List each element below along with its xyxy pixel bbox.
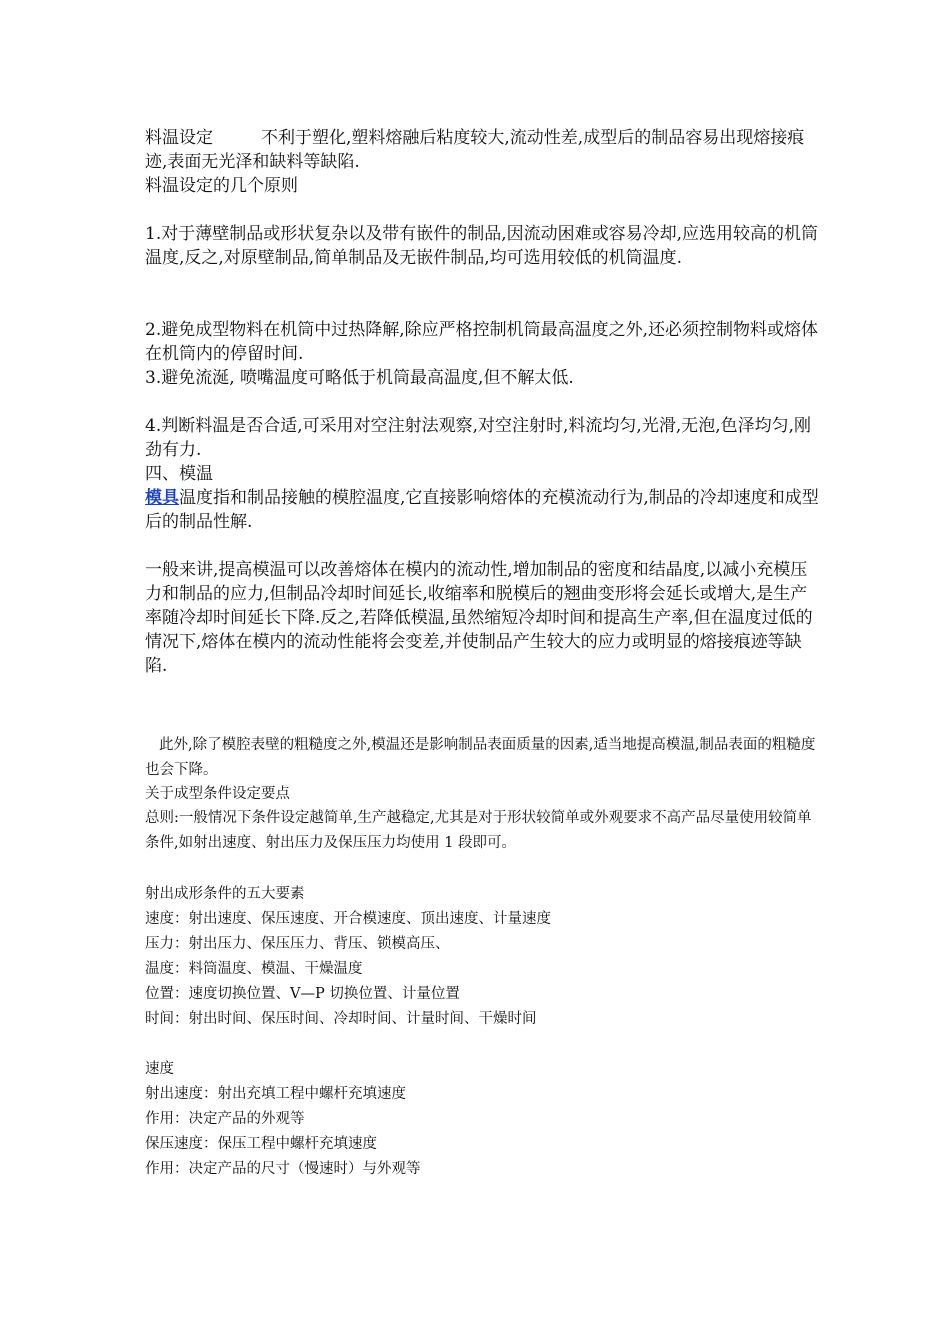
- element-speed: 速度：射出速度、保压速度、开合模速度、顶出速度、计量速度: [145, 911, 551, 927]
- material-temp-label: 料温设定: [145, 128, 213, 148]
- mold-temp-definition-text: 温度指和制品接触的模腔温度,它直接影响熔体的充模流动行为,制品的冷却速度和成型后的制品性解.: [145, 488, 819, 532]
- mold-link[interactable]: 模具: [145, 488, 179, 508]
- key-points-heading: 关于成型条件设定要点: [145, 786, 290, 802]
- principle-3: 3.避免流涎, 喷嘴温度可略低于机筒最高温度,但不解太低.: [145, 368, 574, 388]
- element-temperature: 温度：料筒温度、模温、干燥温度: [145, 961, 363, 977]
- mold-temp-definition: [145, 486, 820, 534]
- principle-2: 2.避免成型物料在机筒中过热降解,除应严格控制机筒最高温度之外,还必须控制物料或熔体在机筒内的停留时间.: [145, 320, 819, 364]
- five-elements-heading: 射出成形条件的五大要素: [145, 886, 305, 902]
- principle-4: 4.判断料温是否合适,可采用对空注射法观察,对空注射时,料流均匀,光滑,无泡,色泽均匀,刚劲有力.: [145, 416, 812, 460]
- material-temp-text: 不利于塑化,塑料熔融后粘度较大,流动性差,成型后的制品容易出现熔接痕迹,表面无光泽和缺料等缺陷.: [145, 128, 805, 172]
- mold-temp-heading: 四、模温: [145, 464, 213, 484]
- material-temp-paragraph: [145, 126, 820, 174]
- element-pressure: 压力：射出压力、保压压力、背压、锁模高压、: [145, 936, 450, 952]
- speed-heading: 速度: [145, 1061, 174, 1077]
- speed-line: 射出速度：射出充填工程中螺杆充填速度: [145, 1086, 406, 1102]
- element-time: 时间：射出时间、保压时间、冷却时间、计量时间、干燥时间: [145, 1011, 537, 1027]
- speed-line: 作用：决定产品的尺寸（慢速时）与外观等: [145, 1161, 421, 1177]
- principles-heading: 料温设定的几个原则: [145, 176, 298, 196]
- element-position: 位置：速度切换位置、V—P 切换位置、计量位置: [145, 986, 460, 1002]
- general-rule-paragraph: 总则:一般情况下条件设定越简单,生产越稳定,尤其是对于形状较简单或外观要求不高产品尽量使用较简单条件,如射出速度、射出压力及保压压力均使用 1 段即可。: [145, 810, 812, 851]
- speed-line: 作用：决定产品的外观等: [145, 1111, 305, 1127]
- principle-1: 1.对于薄壁制品或形状复杂以及带有嵌件的制品,因流动困难或容易冷却,应选用较高的机筒温度,反之,对原壁制品,简单制品及无嵌件制品,均可选用较低的机筒温度.: [145, 224, 819, 268]
- mold-temp-paragraph: 一般来讲,提高模温可以改善熔体在模内的流动性,增加制品的密度和结晶度,以减小充模压力和制品的应力,但制品冷却时间延长,收缩率和脱模后的翘曲变形将会延长或增大,是生产率随冷却时间延长下降.反之,若降低模温,虽然缩短冷却时间和提高生产率,但在温度过低的情况下,熔体在模内的流动性能将会变差,并使制品产生较大的应力或明显的熔接痕迹等缺陷.: [145, 560, 813, 676]
- surface-quality-paragraph: 此外,除了模腔表壁的粗糙度之外,模温还是影响制品表面质量的因素,适当地提高模温,制品表面的粗糙度也会下降。: [145, 737, 816, 778]
- speed-line: 保压速度：保压工程中螺杆充填速度: [145, 1136, 377, 1152]
